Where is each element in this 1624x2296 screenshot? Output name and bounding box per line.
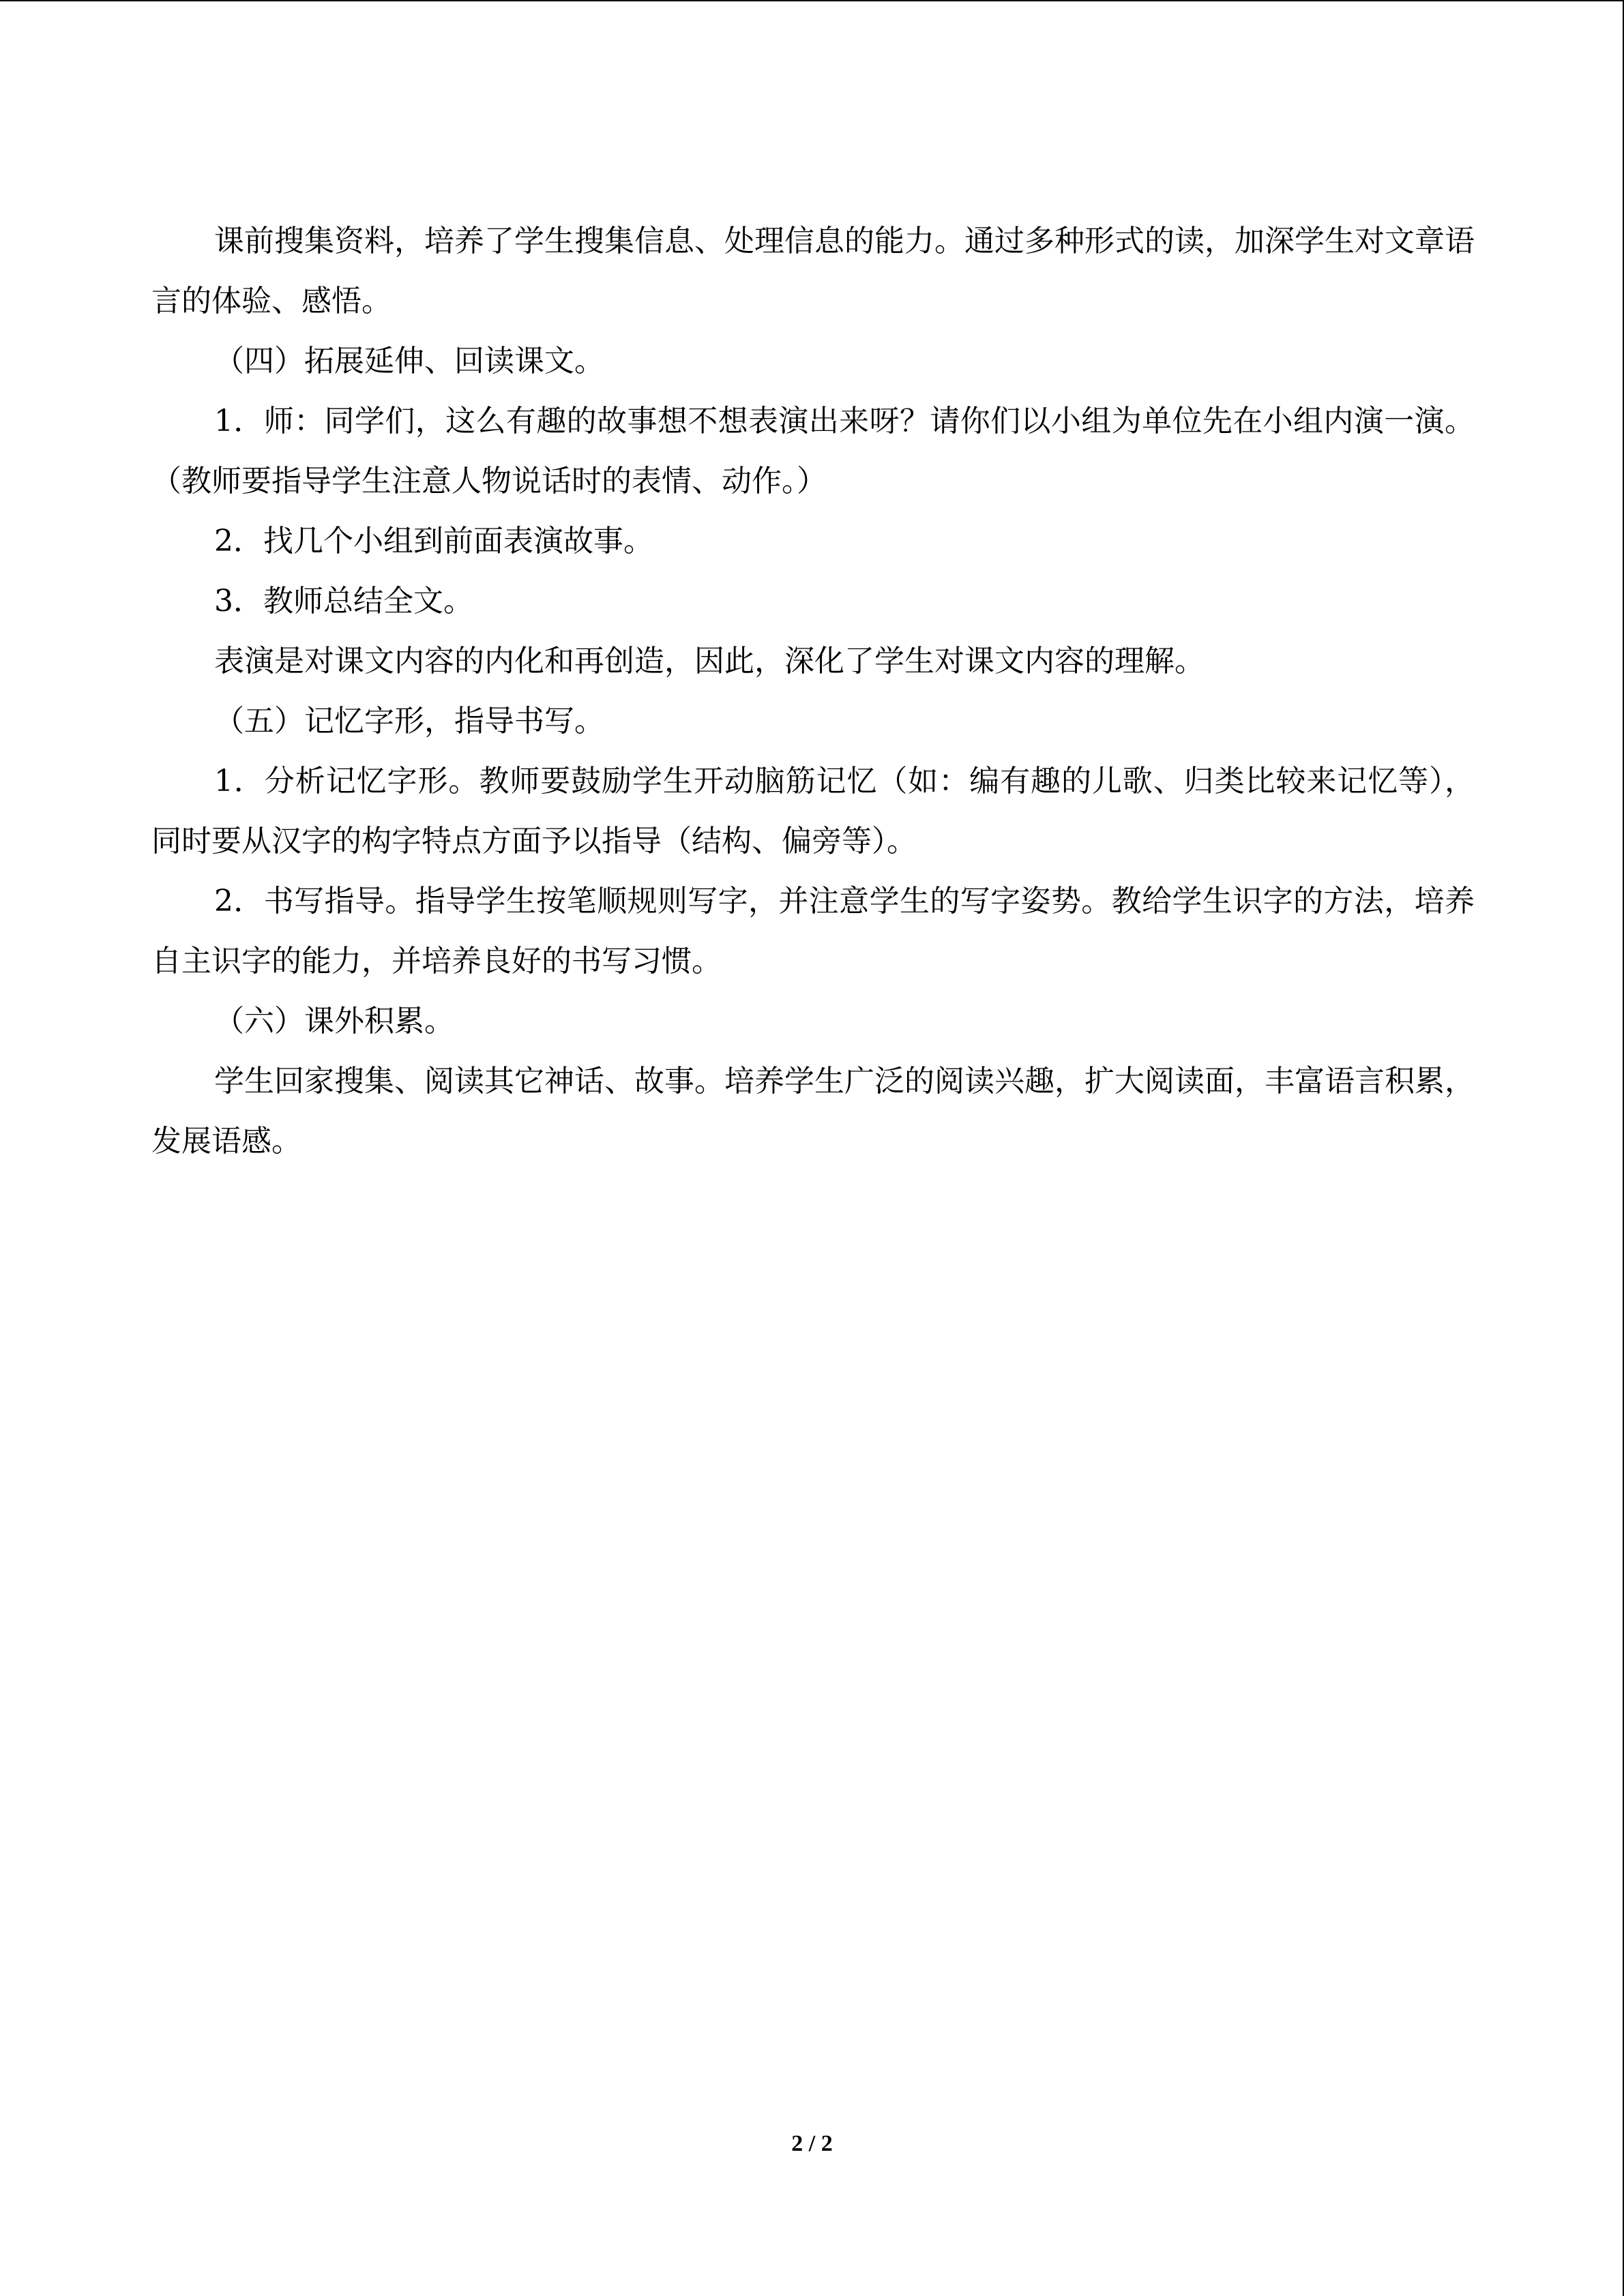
paragraph-performance-note: 表演是对课文内容的内化和再创造，因此，深化了学生对课文内容的理解。	[214, 644, 1205, 679]
document-body	[151, 211, 1475, 1172]
list-item-performance: 1．师：同学们，这么有趣的故事想不想表演出来呀？请你们以小组为单位先在小组内演一演。（教师要指导学生注意人物说话时的表情、动作。）	[151, 404, 1475, 498]
section-heading-six: （六）课外积累。	[214, 1004, 454, 1039]
paragraph-summary-reading: 课前搜集资料，培养了学生搜集信息、处理信息的能力。通过多种形式的读，加深学生对文章语言的体验、感悟。	[151, 224, 1475, 318]
paragraph-extra-reading: 学生回家搜集、阅读其它神话、故事。培养学生广泛的阅读兴趣，扩大阅读面，丰富语言积累，发展语感。	[151, 1064, 1475, 1159]
section-heading-four: （四）拓展延伸、回读课文。	[214, 344, 604, 378]
list-item-group-show: 2．找几个小组到前面表演故事。	[214, 524, 653, 558]
list-item-teacher-summary: 3．教师总结全文。	[214, 584, 473, 618]
section-heading-five: （五）记忆字形，指导书写。	[214, 704, 604, 739]
page-number: 2 / 2	[791, 2131, 833, 2156]
list-item-character-memory: 1．分析记忆字形。教师要鼓励学生开动脑筋记忆（如：编有趣的儿歌、归类比较来记忆等），同时要从汉字的构字特点方面予以指导（结构、偏旁等）。	[151, 764, 1475, 859]
list-item-writing-guide: 2．书写指导。指导学生按笔顺规则写字，并注意学生的写字姿势。教给学生识字的方法，培养自主识字的能力，并培养良好的书写习惯。	[151, 884, 1475, 979]
